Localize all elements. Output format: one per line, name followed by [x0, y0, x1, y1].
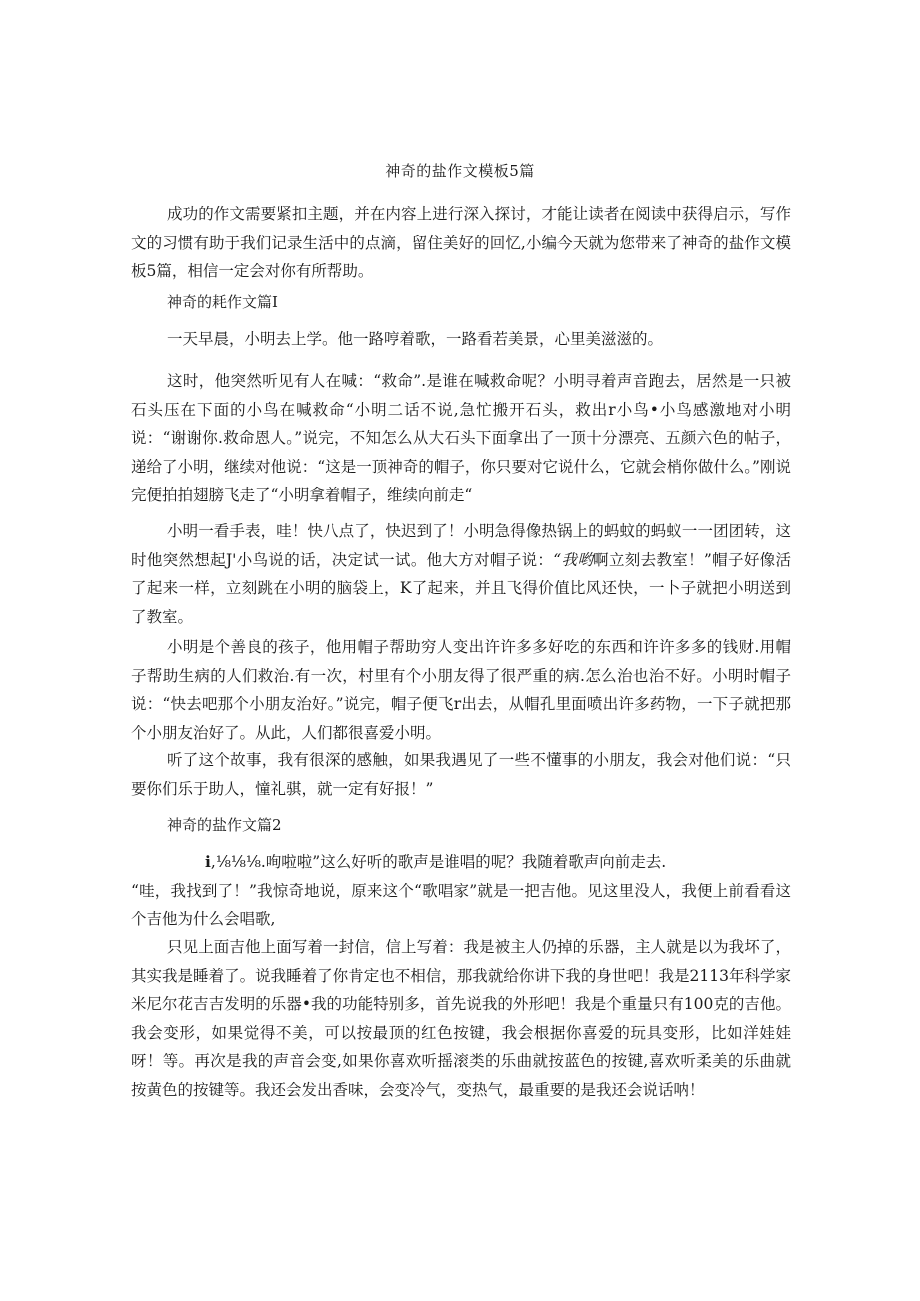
intro-block: [131, 200, 791, 286]
section1-paragraph-2: 这时，他突然听见有人在喊：“救命”.是谁在喊救命呢？小明寻着声音跑去，居然是一只被石头压在下面的小鸟在喊救命“小明二话不说,急忙搬开石头，救出r小鸟•小鸟感激地对小明说：“谢谢你.救命恩人。”说完，不知怎么从大石头下面拿出了一顶十分漂亮、五颜六色的帖子，递给了小明，继续对他说：“这是一顶神奇的帽子，你只要对它说什么，它就会梢你做什么。”刚说完便拍拍翅膀飞走了“小明拿着帽子，维续向前走“: [131, 372, 791, 505]
section1-paragraph-1: 一天早晨，小明去上学。他一路哼着歌，一路看若美景，心里美滋滋的。: [167, 330, 664, 348]
section2-paragraph-1-line-1: ℹ,⅛⅛⅛.咰啦啦”这么好听的歌声是谁唱的呢？我随着歌声向前走去.: [205, 853, 667, 871]
section1-p1-block: [131, 325, 791, 354]
section2-p1-block: [131, 848, 791, 934]
document-title: 神奇的盐作文模板5篇: [385, 162, 535, 180]
section1-p4-block: [131, 633, 791, 747]
section2-heading: 神奇的盐作文篇2: [167, 816, 282, 834]
section1-paragraph-5: 听了这个故事，我有很深的感触，如果我遇见了一些不懂事的小朋友，我会对他们说：“只要你们乐于助人，憧礼骐，就一定有好报！”: [131, 751, 791, 798]
section2-p2-block: [131, 933, 791, 1105]
section1-heading: 神奇的耗作文篇I: [167, 293, 278, 311]
section1-paragraph-3: [131, 517, 791, 631]
section1-p5-block: [131, 746, 791, 803]
section1-p3-block: [131, 517, 791, 631]
section2-paragraph-1-line-2: “哇，我找到了！”我惊奇地说，原来这个“歌唱家”就是一把吉他。见这里没人，我便上前看看这个吉他为什么会唱歌,: [131, 881, 791, 929]
section2-paragraph-2: 只见上面吉他上面写着一封信，信上写着：我是被主人仍掉的乐器，主人就是以为我坏了，其实我是睡着了。说我睡着了你肯定也不相信，那我就给你讲下我的身世吧！我是2113年科学家米尼尔花吉吉发明的乐器•我的功能特别多，首先说我的外形吧！我是个重量只有100克的吉他。我会变形，如果觉得不美，可以按最顶的红色按键，我会根据你喜爱的玩具变形，比如洋娃娃呀！等。再次是我的声音会变,如果你喜欢听摇滚类的乐曲就按蓝色的按键,喜欢听柔美的乐曲就按黄色的按键等。我还会发出香味，会变冷气，变热气，最重要的是我还会说话呐！: [131, 938, 791, 1099]
intro-paragraph: 成功的作文需要紧扣主题，并在内容上进行深入探讨，才能让读者在阅读中获得启示，写作文的习惯有助于我们记录生活中的点滴，留住美好的回忆,小编今天就为您带来了神奇的盐作文模板5篇，相信一定会对你有所帮助。: [131, 205, 791, 281]
section1-p3-part-c: 啊立刻去教室！”帽子好像活了起来一样，立刻跳在小明的脑袋上，K了起来，并且飞得价值比风还快，一卜子就把小明送到了教室。: [131, 550, 791, 626]
section1-p2-block: [131, 367, 791, 510]
section1-p3-part-a: 小明一看手表，哇！快八点了，快迟到了！小明急得像热锅上的蚂蚊的蚂蚁一一团团转，这时他突然想起J'小鸟说的话，决定试一试。他大方对帽子说：: [131, 522, 791, 569]
section1-paragraph-4: 小明是个善良的孩子，他用帽子帮助穷人变出许许多多好吃的东西和许许多多的钱财.用帽子帮助生病的人们救治.有一次，村里有个小朋友得了很严重的病.怎么治也治不好。小明时帽子说：“快去吧那个小朋友治好。”说完，帽子便飞r出去，从帽孔里面喷出许多药物，一下子就把那个小朋友治好了。从此，人们都很喜爱小明。: [131, 638, 791, 742]
section1-p3-italic: “我哟: [553, 550, 594, 569]
